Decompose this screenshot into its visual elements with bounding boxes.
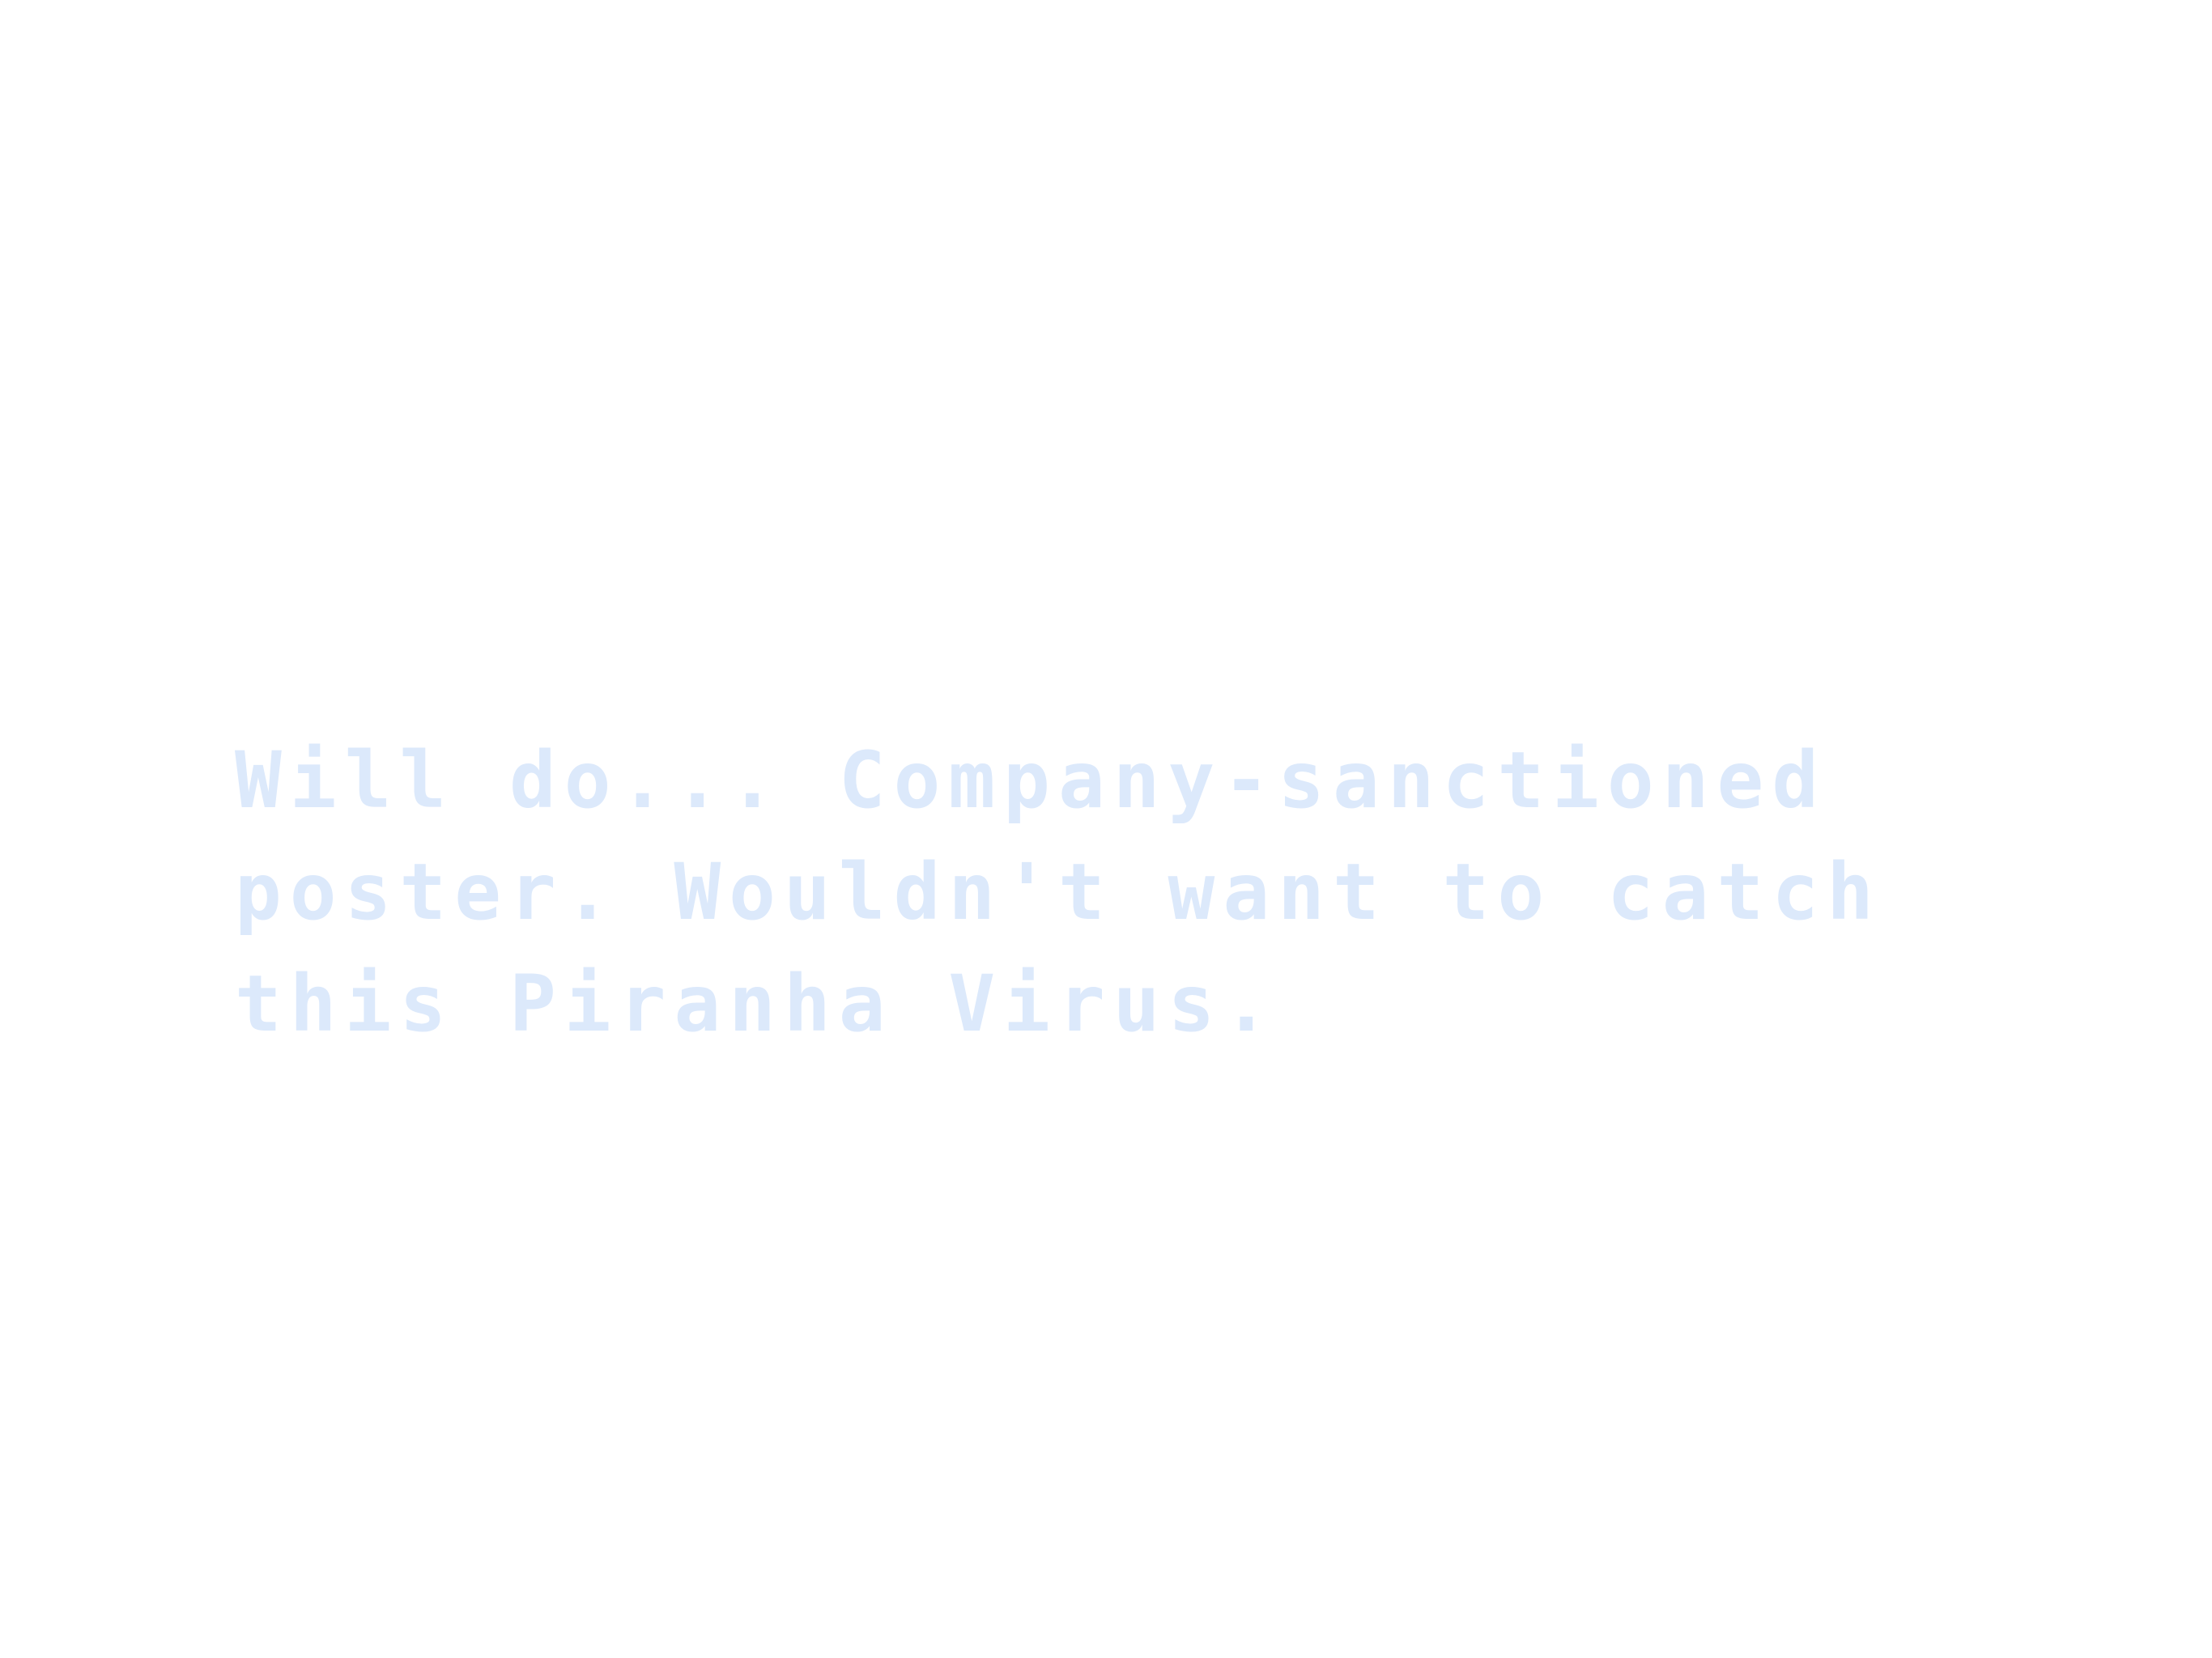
- dialogue-box[interactable]: [235, 725, 2000, 1060]
- dialogue-text: Will do... Company-sanctioned poster. Wouldn't want to catch this Piranha Virus.: [235, 735, 1937, 1049]
